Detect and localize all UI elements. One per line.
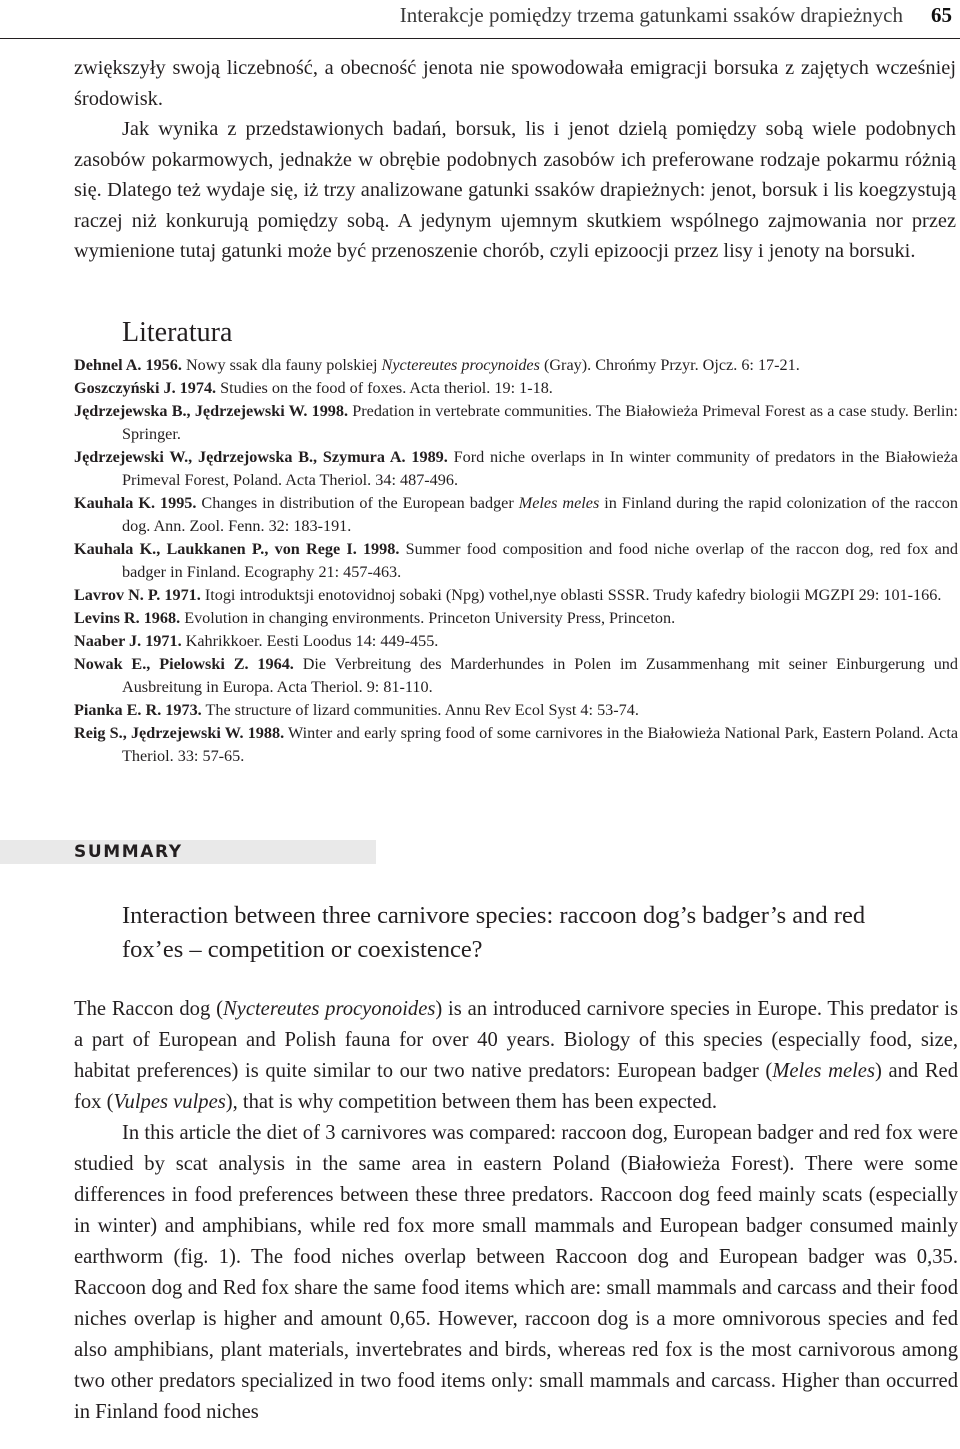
paragraph-en-2: In this article the diet of 3 carnivores was compared: raccoon dog, European badger and red fox were studied by scat analysis in the same area in eastern Poland (Białowieża Forest). There were some differences in food preferences between these three predators. Raccoon dog feed mainly scats (especially in winter) and amphibians, while red fox more small mammals and European badger consumed mainly earthworm (fig. 1). The food niches overlap between Raccoon dog and European badger was 0,35. Raccoon dog and Red fox share the same food items which are: small mammals and carcass and their food niches overlap is higher and amount 0,65. However, raccoon dog is a more omnivorous species and fed also amphibians, plant materials, invertebrates and birds, whereas red fox is the most carnivorous among two other predators specialized in two food items only: small mammals and carcass. Higher than occurred in Finland food niches xyxy=(74,1122,958,1423)
paragraph-pl-2: Jak wynika z przedstawionych badań, borsuk, lis i jenot dzielą pomiędzy sobą wiele podobnych zasobów pokarmowych, jednakże w obrębie podobnych zasobów ich preferowane rodzaje pokarmu różnią się. Dlatego też wydaje się, iż trzy analizowane gatunki ssaków drapieżnych: jenot, borsuk i lis koegzystują raczej niż konkurują pomiędzy sobą. A jedynym ujemnym skutkiem wspólnego zajmowania nor przez wymienione tutaj gatunki może być przenoszenie chorób, czyli epizoocji przez lisy i jenoty na borsuki. xyxy=(74,118,956,262)
reference-item: Naaber J. 1971. Kahrikkoer. Eesti Loodus 14: 449-455. xyxy=(74,632,439,650)
reference-item: Jędrzejewska B., Jędrzejewski W. 1998. Predation in vertebrate communities. The Białowieża Primeval Forest as a case study. Berlin: Springer. xyxy=(74,402,958,443)
reference-item: Jędrzejewski W., Jędrzejowska B., Szymura A. 1989. Ford niche overlaps in In winter community of predators in the Białowieża Primeval Forest, Poland. Acta Theriol. 34: 487-496. xyxy=(74,448,958,489)
reference-item: Dehnel A. 1956. Nowy ssak dla fauny polskiej Nyctereutes procynoides (Gray). Chrońmy Przyr. Ojcz. 6: 17-21. xyxy=(74,356,800,374)
reference-item: Goszczyński J. 1974. Studies on the food of foxes. Acta theriol. 19: 1-18. xyxy=(74,379,553,397)
literature-heading: Literatura xyxy=(122,317,233,348)
reference-item: Pianka E. R. 1973. The structure of lizard communities. Annu Rev Ecol Syst 4: 53-74. xyxy=(74,701,639,719)
summary-title: Interaction between three carnivore species: raccoon dog’s badger’s and red fox’es – competition or coexistence? xyxy=(122,902,866,963)
reference-item: Levins R. 1968. Evolution in changing environments. Princeton University Press, Princeton. xyxy=(74,609,676,627)
paragraph-pl-1: zwiększyły swoją liczebność, a obecność jenota nie spowodowała emigracji borsuka z zajętych wcześniej środowisk. xyxy=(74,57,956,110)
reference-item: Kauhala K., Laukkanen P., von Rege I. 1998. Summer food composition and food niche overlap of the raccon dog, red fox and badger in Finland. Ecography 21: 457-463. xyxy=(74,540,958,581)
reference-item: Reig S., Jędrzejewski W. 1988. Winter and early spring food of some carnivores in the Białowieża National Park, Eastern Poland. Acta Theriol. 33: 57-65. xyxy=(74,724,958,765)
paragraph-en-1: The Raccon dog (Nyctereutes procyonoides) is an introduced carnivore species in Europe. This predator is a part of European and Polish fauna for over 40 years. Biology of this species (especially food, size, habitat preferences) is quite similar to our two native predators: European badger (Meles meles) and Red fox (Vulpes vulpes), that is why competition between them has been expected. xyxy=(74,998,958,1113)
page-number: 65 xyxy=(931,3,952,27)
reference-item: Nowak E., Pielowski Z. 1964. Die Verbreitung des Marderhundes in Polen im Zusammenhang mit seiner Einburgerung und Ausbreitung in Europa. Acta Theriol. 9: 81-110. xyxy=(74,655,958,696)
summary-band xyxy=(0,840,376,864)
running-title: Interakcje pomiędzy trzema gatunkami ssaków drapieżnych xyxy=(399,3,903,27)
reference-list xyxy=(74,354,958,768)
summary-label: SUMMARY xyxy=(74,842,183,862)
reference-item: Lavrov N. P. 1971. Itogi introduktsji enotovidnoj sobaki (Npg) vothel,nye oblasti SSSR. Trudy kafedry biologii MGZPI 29: 101-166. xyxy=(74,586,942,604)
polish-body-text xyxy=(74,53,956,267)
reference-item: Kauhala K. 1995. Changes in distribution of the European badger Meles meles in Finland during the rapid colonization of the raccon dog. Ann. Zool. Fenn. 32: 183-191. xyxy=(74,494,958,535)
running-header xyxy=(0,4,952,26)
header-rule xyxy=(0,38,960,39)
english-summary-text xyxy=(74,994,958,1428)
